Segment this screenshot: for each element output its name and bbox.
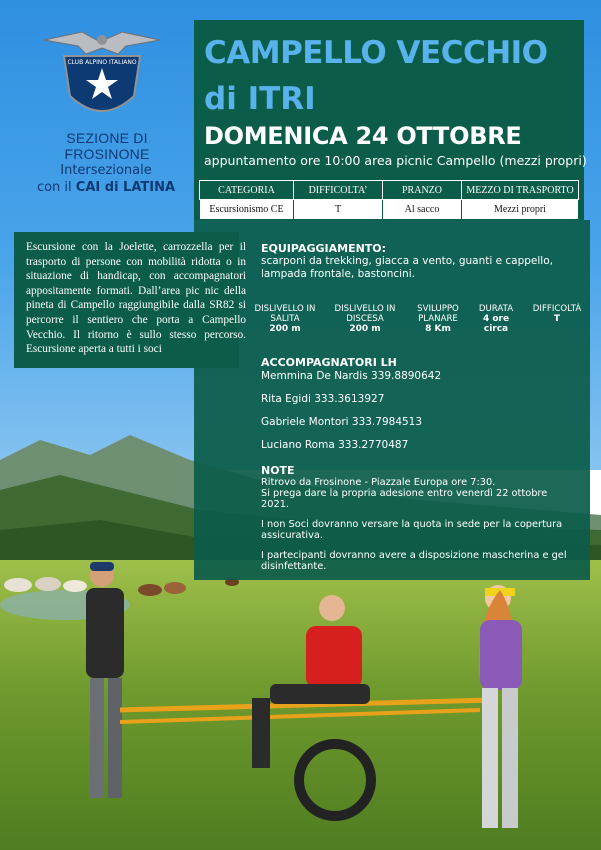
note-line: Si prega dare la propria adesione entro venerdì 22 ottobre 2021. xyxy=(261,488,548,510)
stat-distance xyxy=(410,304,466,334)
joelette-group-photo xyxy=(70,560,550,850)
inter-bold: CAI di LATINA xyxy=(75,180,176,195)
notes-section xyxy=(261,464,576,572)
description-text: Escursione con la Joelette, carrozzella per il trasporto di persone con mobilità ridotta o in situazione di handicap, con accompagnatori appositamente formati. Dall’area pic nic della pineta di Campello raggiungibile dalla SR82 si percorre il sentiero che porta a Campello Vecchio. Il ritorno è sullo stesso percorso. Escursione aperta a tutti i soci xyxy=(26,241,246,356)
event-title-line1: CAMPELLO VECCHIO xyxy=(204,35,548,71)
guide-item: Memmina De Nardis 339.8890642 xyxy=(261,370,442,382)
header-transport: MEZZO DI TRASPORTO xyxy=(462,181,579,200)
stat-ascent-label: DISLIVELLO IN SALITA xyxy=(254,304,316,324)
guides-heading: ACCOMPAGNATORI LH xyxy=(261,356,397,369)
value-category: Escursionismo CE xyxy=(200,200,294,220)
info-table-header xyxy=(200,181,579,200)
stat-duration xyxy=(472,304,520,334)
header-category: CATEGORIA xyxy=(200,181,294,200)
guides-section xyxy=(261,356,581,452)
stat-descent xyxy=(328,304,402,334)
note-line: Ritrovo da Frosinone - Piazzale Europa ore 7:30. xyxy=(261,477,496,488)
stat-descent-value: 200 m xyxy=(349,324,381,334)
stat-distance-label: SVILUPPO PLANARE xyxy=(417,304,459,324)
info-table xyxy=(199,180,579,220)
guide-item: Gabriele Montori 333.7984513 xyxy=(261,416,423,428)
equipment-heading-text: EQUIPAGGIAMENTO xyxy=(261,242,382,255)
stat-duration-label: DURATA xyxy=(478,304,514,314)
stat-difficulty-label: DIFFICOLTÀ xyxy=(532,304,582,314)
intersection-note xyxy=(18,162,194,196)
header-difficulty: DIFFICOLTA’ xyxy=(294,181,383,200)
inter-line1: Intersezionale xyxy=(60,163,152,178)
logo-text: CLUB ALPINO ITALIANO xyxy=(67,59,137,66)
stat-descent-label: DISLIVELLO IN DISCESA xyxy=(334,304,396,324)
stat-ascent xyxy=(250,304,320,334)
value-lunch: Al sacco xyxy=(383,200,462,220)
stat-duration-value: 4 ore circa xyxy=(482,314,510,334)
inter-line2 xyxy=(18,179,194,196)
event-date: DOMENICA 24 OTTOBRE xyxy=(204,122,522,150)
value-difficulty: T xyxy=(294,200,383,220)
description-box xyxy=(14,232,246,368)
stat-difficulty xyxy=(526,304,588,324)
stat-ascent-value: 200 m xyxy=(269,324,301,334)
guide-item: Luciano Roma 333.2770487 xyxy=(261,439,409,451)
guide-item: Rita Egidi 333.3613927 xyxy=(261,393,385,405)
note-line: I non Soci dovranno versare la quota in sede per la copertura assicurativa. xyxy=(261,519,563,541)
value-transport: Mezzi propri xyxy=(462,200,579,220)
info-table-row xyxy=(200,200,579,220)
event-title-line2: di ITRI xyxy=(204,81,316,117)
header-lunch: PRANZO xyxy=(383,181,462,200)
stats-row xyxy=(250,304,590,344)
equipment-section xyxy=(261,242,586,281)
equipment-heading: EQUIPAGGIAMENTO: xyxy=(261,242,387,255)
notes-heading: NOTE xyxy=(261,464,295,477)
equipment-text: scarponi da trekking, giacca a vento, guanti e cappello, lampada frontale, bastoncini. xyxy=(261,255,553,280)
section-name: SEZIONE DI FROSINONE xyxy=(64,130,150,162)
appointment-text: appuntamento ore 10:00 area picnic Campello (mezzi propri) xyxy=(204,153,587,168)
note-line: I partecipanti dovranno avere a disposizione mascherina e gel disinfettante. xyxy=(261,550,567,572)
stat-difficulty-value: T xyxy=(553,314,561,324)
stat-distance-value: 8 Km xyxy=(425,324,451,334)
inter-prefix: con il xyxy=(36,180,76,195)
cai-logo xyxy=(42,26,162,126)
